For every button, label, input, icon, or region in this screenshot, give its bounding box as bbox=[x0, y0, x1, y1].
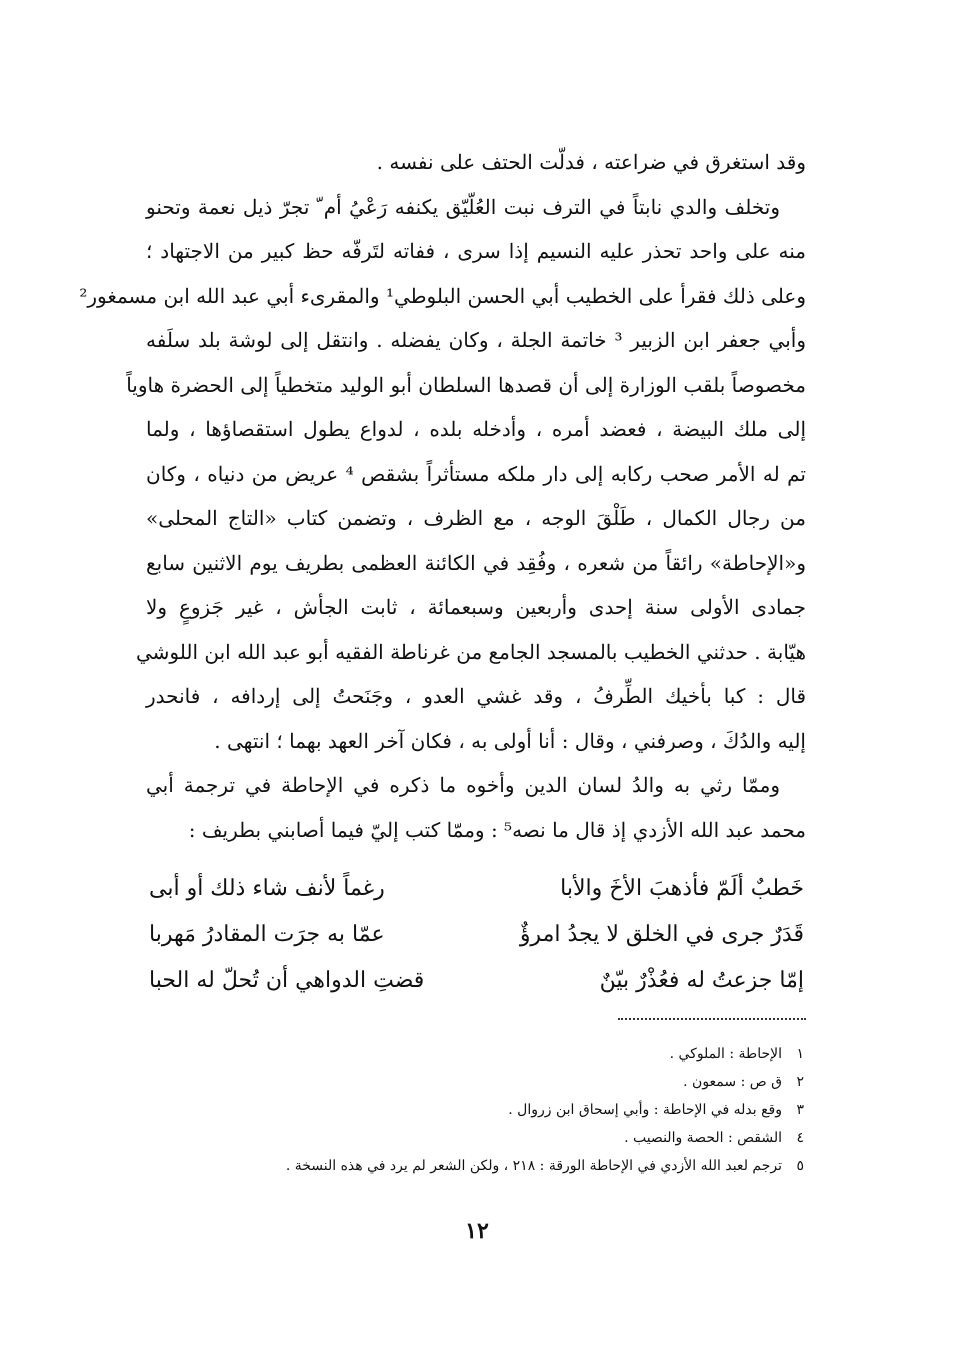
text-line: مخصوصاً بلقب الوزارة إلى أن قصدها السلطان أبو الوليد متخطياً إلى الحضرة هاوياً bbox=[126, 372, 806, 397]
poem-first-hemistich: خَطبٌ ألَمّ فأذهبَ الأخَ والأبا bbox=[560, 876, 804, 901]
text-line: وأبي جعفر ابن الزبير ³ خاتمة الجلة ، وكان يفضله . وانتقل إلى لوشة بلد سلَفه bbox=[146, 328, 806, 352]
poem-first-hemistich: إمّا جزعتُ له فعُذْرٌ بيّنٌ bbox=[599, 968, 804, 993]
footnote-text: وقع بدله في الإحاطة : وأبي إسحاق ابن زروال . bbox=[508, 1102, 782, 1118]
poem-second-hemistich: قضتِ الدواهي أن تُحلّ له الحبا bbox=[149, 968, 425, 993]
text-line: وقد استغرق في ضراعته ، فدلّت الحتف على نفسه . bbox=[376, 150, 806, 174]
footnote-number: ٣ bbox=[796, 1102, 804, 1118]
text-line: جمادى الأولى سنة إحدى وأربعين وسبعمائة ، ثابت الجأش ، غير جَزوعٍ ولا bbox=[146, 595, 806, 619]
page-number: ١٢ bbox=[465, 1218, 489, 1244]
poem-second-hemistich: رغماً لأنف شاء ذلك أو أبى bbox=[149, 876, 385, 901]
poem-verse bbox=[149, 958, 804, 1004]
text-line: من رجال الكمال ، طَلْقَ الوجه ، مع الظرف ، وتضمن كتاب «التاج المحلى» bbox=[146, 506, 806, 530]
main-text bbox=[79, 140, 806, 852]
text-line: تم له الأمر صحب ركابه إلى دار ملكه مستأثراً بشقص ⁴ عريض من دنياه ، وكان bbox=[146, 461, 806, 486]
footnote bbox=[164, 1152, 804, 1180]
footnote-number: ١ bbox=[796, 1046, 804, 1062]
footnote-text: ق ص : سمعون . bbox=[683, 1074, 782, 1090]
footnote-divider bbox=[618, 1018, 806, 1020]
text-line: و«الإحاطة» رائقاً من شعره ، وفُقِد في الكائنة العظمى بطريف يوم الاثنين سابع bbox=[146, 550, 806, 575]
text-line: إلى ملك البيضة ، فعضد أمره ، وأدخله بلده ، لدواع يطول استقصاؤها ، ولما bbox=[146, 417, 806, 441]
footnote bbox=[164, 1124, 804, 1152]
text-line: قال : كبا بأخيك الطِّرفُ ، وقد غشي العدو ، وجَنَحتُ إلى إردافه ، فانحدر bbox=[146, 684, 806, 708]
footnote-number: ٥ bbox=[796, 1158, 804, 1174]
poem bbox=[149, 866, 804, 1004]
footnote-text: الإحاطة : الملوكي . bbox=[669, 1046, 782, 1062]
footnote-number: ٢ bbox=[796, 1074, 804, 1090]
poem-first-hemistich: قَدَرٌ جرى في الخلق لا يجدُ امرؤٌ bbox=[519, 922, 804, 947]
text-line: وممّا رثي به والدُ لسان الدين وأخوه ما ذكره في الإحاطة في ترجمة أبي bbox=[146, 773, 780, 797]
text-line: وتخلف والدي نابتاً في الترف نبت العُلّيّق يكنفه رَعْيُ أم ّ تجرّ ذيل نعمة وتحنو bbox=[146, 194, 780, 219]
footnote-text: الشقص : الحصة والنصيب . bbox=[624, 1130, 782, 1146]
poem-second-hemistich: عمّا به جرَت المقادرُ مَهربا bbox=[149, 922, 385, 947]
footnote-number: ٤ bbox=[796, 1130, 804, 1146]
footnote bbox=[164, 1040, 804, 1068]
poem-verse bbox=[149, 866, 804, 912]
text-line: إليه والدُكَ ، وصرفني ، وقال : أنا أولى به ، فكان آخر العهد بهما ؛ انتهى . bbox=[214, 728, 806, 753]
text-line: هيّابة . حدثني الخطيب بالمسجد الجامع من غرناطة الفقيه أبو عبد الله ابن اللوشي bbox=[136, 639, 806, 664]
footnote bbox=[164, 1096, 804, 1124]
footnote-text: ترجم لعبد الله الأزدي في الإحاطة الورقة : ٢١٨ ، ولكن الشعر لم يرد في هذه النسخة . bbox=[285, 1158, 782, 1174]
footnote bbox=[164, 1068, 804, 1096]
footnotes bbox=[164, 1040, 804, 1180]
poem-verse bbox=[149, 912, 804, 958]
text-line: منه على واحد تحذر عليه النسيم إذا سرى ، ففاته لتَرفّه حظ كبير من الاجتهاد ؛ bbox=[146, 239, 806, 263]
text-line: محمد عبد الله الأزدي إذ قال ما نصه⁵ : وممّا كتب إليّ فيما أصابني بطريف : bbox=[188, 817, 806, 842]
text-line: وعلى ذلك فقرأ على الخطيب أبي الحسن البلوطي¹ والمقرىء أبي عبد الله ابن مسمغور² bbox=[79, 283, 806, 308]
